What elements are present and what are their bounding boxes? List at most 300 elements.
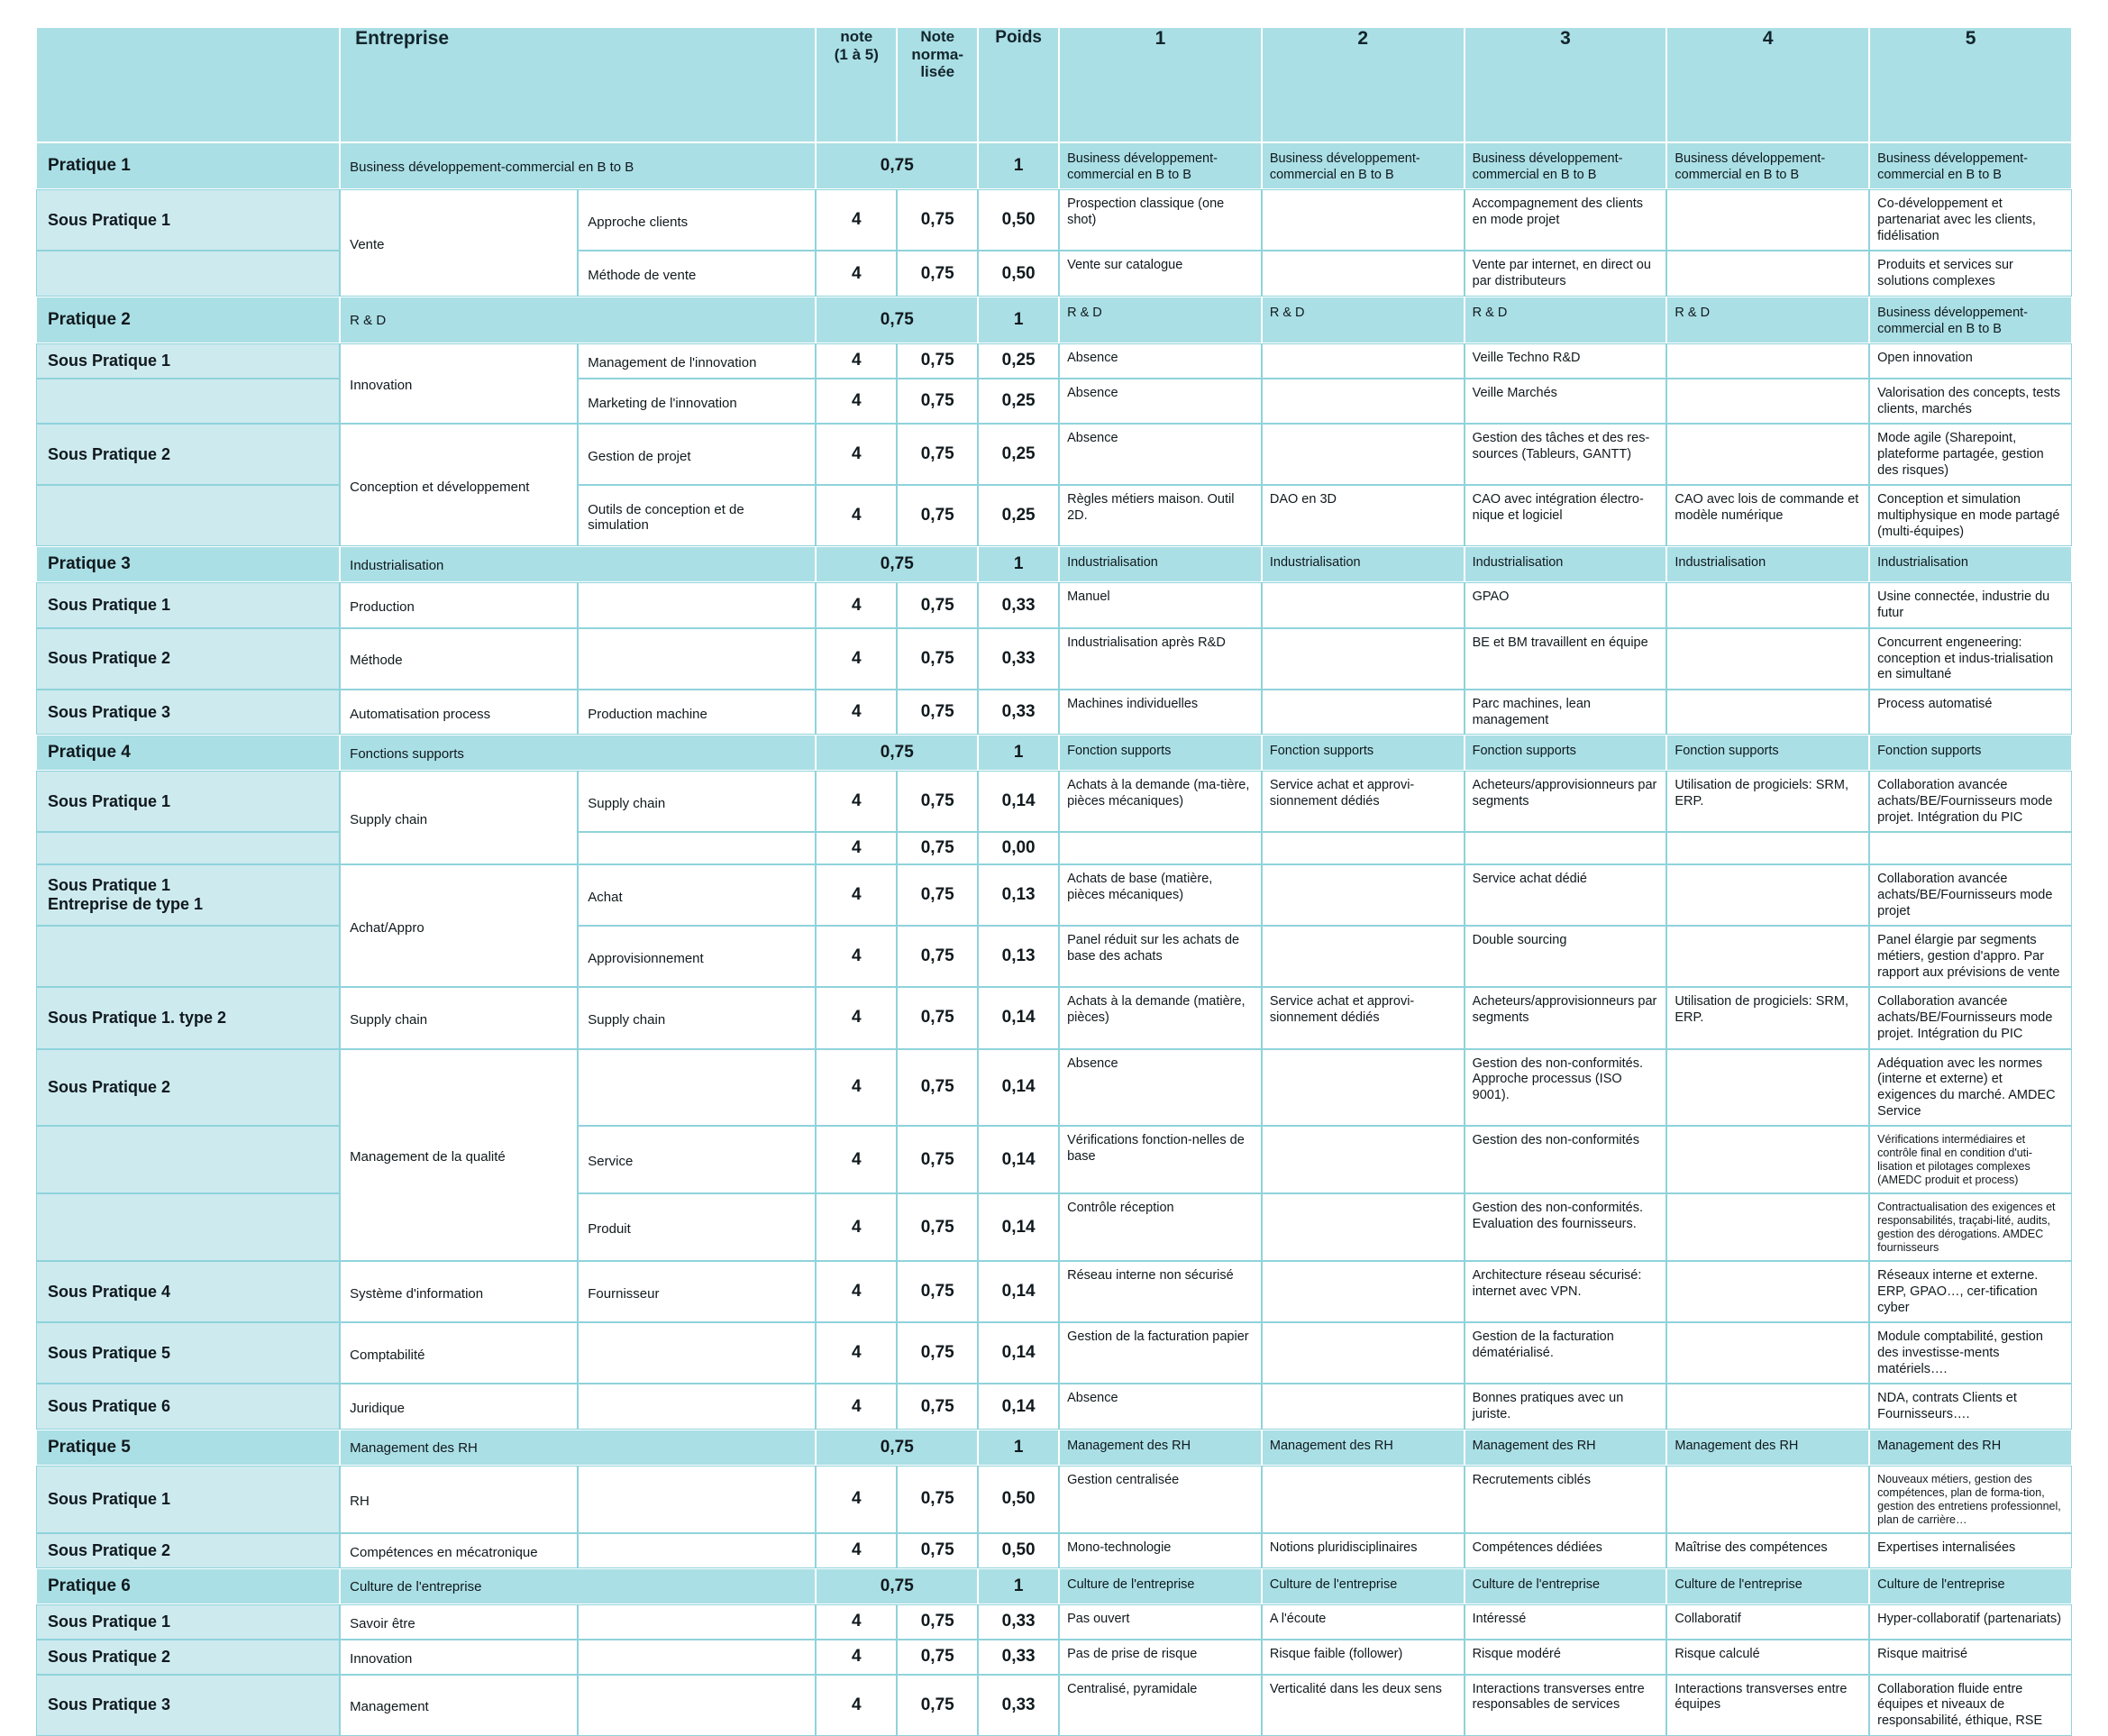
sub-category-cell: Production machine — [578, 690, 816, 735]
category-cell: Savoir être — [340, 1604, 578, 1640]
level-5-cell: NDA, contrats Clients et Fournisseurs…. — [1869, 1384, 2072, 1429]
level-4-cell — [1666, 582, 1869, 627]
sub-category-cell: Marketing de l'innovation — [578, 379, 816, 424]
level-1-cell: Absence — [1059, 1384, 1262, 1429]
category-cell: Management de la qualité — [340, 1049, 578, 1262]
sub-category-cell — [578, 628, 816, 690]
sub-practice-row — [36, 1384, 2072, 1429]
sub-practice-label — [36, 379, 340, 424]
level-3-cell: Intéressé — [1465, 1604, 1667, 1640]
level-3-cell: Accompagnement des clients en mode projet — [1465, 189, 1667, 251]
level-2-cell: Notions pluridisciplinaires — [1262, 1533, 1465, 1568]
level-4-cell — [1666, 864, 1869, 926]
level-5-cell: Hyper-collaboratif (partenariats) — [1869, 1604, 2072, 1640]
practice-note-normalisee: 0,75 — [816, 1430, 978, 1466]
note-normalisee-cell: 0,75 — [897, 1049, 978, 1127]
level-3-cell: Risque modéré — [1465, 1640, 1667, 1675]
sub-category-cell: Management de l'innovation — [578, 343, 816, 379]
practice-note-normalisee: 0,75 — [816, 297, 978, 343]
level-4-cell: Collaboratif — [1666, 1604, 1869, 1640]
level-1-cell: Absence — [1059, 424, 1262, 485]
sub-category-cell: Gestion de projet — [578, 424, 816, 485]
level-5-cell — [1869, 832, 2072, 864]
note-cell: 4 — [816, 771, 897, 832]
note-cell: 4 — [816, 1049, 897, 1127]
category-cell: Système d'information — [340, 1261, 578, 1322]
level-4-cell: Interactions transverses entre équipes — [1666, 1675, 1869, 1736]
note-cell: 4 — [816, 690, 897, 735]
sub-practice-label: Sous Pratique 1 — [36, 189, 340, 251]
level-4-cell: Utilisation de progiciels: SRM, ERP. — [1666, 987, 1869, 1048]
level-4-cell — [1666, 1322, 1869, 1384]
practice-level-1: Management des RH — [1059, 1430, 1262, 1466]
poids-cell: 0,33 — [978, 1675, 1059, 1736]
poids-cell: 0,25 — [978, 379, 1059, 424]
note-cell: 4 — [816, 1384, 897, 1429]
practice-poids: 1 — [978, 735, 1059, 771]
sub-practice-row — [36, 1049, 2072, 1127]
note-normalisee-cell: 0,75 — [897, 690, 978, 735]
level-5-cell: Concurrent engeneering: conception et indus-trialisation en simultané — [1869, 628, 2072, 690]
practice-level-2: Business développement-commercial en B to B — [1262, 142, 1465, 189]
note-cell: 4 — [816, 1604, 897, 1640]
note-normalisee-cell: 0,75 — [897, 379, 978, 424]
header-level-3: 3 — [1465, 27, 1667, 142]
level-1-cell: Industrialisation après R&D — [1059, 628, 1262, 690]
note-cell: 4 — [816, 864, 897, 926]
note-normalisee-cell: 0,75 — [897, 771, 978, 832]
practice-level-4: R & D — [1666, 297, 1869, 343]
practice-row — [36, 546, 2072, 582]
sub-practice-label: Sous Pratique 1 — [36, 582, 340, 627]
category-cell: RH — [340, 1466, 578, 1533]
practice-label: Pratique 6 — [36, 1568, 340, 1604]
sub-category-cell — [578, 582, 816, 627]
header-level-5: 5 — [1869, 27, 2072, 142]
practice-row — [36, 735, 2072, 771]
level-1-cell: Contrôle réception — [1059, 1193, 1262, 1261]
practice-label: Pratique 4 — [36, 735, 340, 771]
sub-practice-row — [36, 1533, 2072, 1568]
level-4-cell — [1666, 1193, 1869, 1261]
category-cell: Supply chain — [340, 987, 578, 1048]
level-4-cell: Utilisation de progiciels: SRM, ERP. — [1666, 771, 1869, 832]
note-cell: 4 — [816, 251, 897, 296]
table-header-row — [36, 27, 2072, 142]
practice-name: Culture de l'entreprise — [340, 1568, 816, 1604]
level-2-cell — [1262, 1049, 1465, 1127]
level-4-cell: Risque calculé — [1666, 1640, 1869, 1675]
note-cell: 4 — [816, 1193, 897, 1261]
document-page — [0, 27, 2108, 1736]
sub-practice-label: Sous Pratique 2 — [36, 1049, 340, 1127]
note-cell: 4 — [816, 485, 897, 546]
level-5-cell: Mode agile (Sharepoint, plateforme partagée, gestion des risques) — [1869, 424, 2072, 485]
level-1-cell: Achats de base (matière, pièces mécaniques) — [1059, 864, 1262, 926]
sub-category-cell — [578, 1533, 816, 1568]
poids-cell: 0,13 — [978, 864, 1059, 926]
level-2-cell — [1262, 926, 1465, 987]
matrix-body — [36, 27, 2072, 1736]
sub-practice-label: Sous Pratique 1. type 2 — [36, 987, 340, 1048]
level-1-cell: Machines individuelles — [1059, 690, 1262, 735]
level-1-cell — [1059, 832, 1262, 864]
level-2-cell — [1262, 343, 1465, 379]
poids-cell: 0,14 — [978, 771, 1059, 832]
level-2-cell — [1262, 251, 1465, 296]
sub-practice-label — [36, 926, 340, 987]
level-1-cell: Panel réduit sur les achats de base des achats — [1059, 926, 1262, 987]
level-4-cell: CAO avec lois de commande et modèle numérique — [1666, 485, 1869, 546]
note-cell: 4 — [816, 1126, 897, 1193]
level-3-cell: Gestion de la facturation dématérialisé. — [1465, 1322, 1667, 1384]
sub-practice-row — [36, 582, 2072, 627]
level-2-cell — [1262, 1193, 1465, 1261]
level-2-cell — [1262, 189, 1465, 251]
note-cell: 4 — [816, 343, 897, 379]
sub-category-cell — [578, 1675, 816, 1736]
level-3-cell: Bonnes pratiques avec un juriste. — [1465, 1384, 1667, 1429]
practice-poids: 1 — [978, 142, 1059, 189]
note-cell: 4 — [816, 926, 897, 987]
practice-poids: 1 — [978, 297, 1059, 343]
practice-row — [36, 297, 2072, 343]
level-2-cell — [1262, 1126, 1465, 1193]
category-cell: Automatisation process — [340, 690, 578, 735]
poids-cell: 0,50 — [978, 1466, 1059, 1533]
level-4-cell — [1666, 690, 1869, 735]
sub-practice-label: Sous Pratique 1 — [36, 771, 340, 832]
level-3-cell: Gestion des tâches et des res-sources (Tableurs, GANTT) — [1465, 424, 1667, 485]
level-3-cell: Recrutements ciblés — [1465, 1466, 1667, 1533]
sub-practice-label — [36, 251, 340, 296]
sub-practice-label: Sous Pratique 1 — [36, 1604, 340, 1640]
practice-level-3: Culture de l'entreprise — [1465, 1568, 1667, 1604]
sub-practice-label: Sous Pratique 1 — [36, 343, 340, 379]
level-3-cell: BE et BM travaillent en équipe — [1465, 628, 1667, 690]
sub-practice-label: Sous Pratique 3 — [36, 1675, 340, 1736]
sub-category-cell: Outils de conception et de simulation — [578, 485, 816, 546]
sub-practice-row — [36, 1604, 2072, 1640]
sub-practice-label: Sous Pratique 5 — [36, 1322, 340, 1384]
note-normalisee-cell: 0,75 — [897, 1533, 978, 1568]
level-1-cell: Prospection classique (one shot) — [1059, 189, 1262, 251]
level-1-cell: Centralisé, pyramidale — [1059, 1675, 1262, 1736]
category-cell: Compétences en mécatronique — [340, 1533, 578, 1568]
level-1-cell: Achats à la demande (ma-tière, pièces mécaniques) — [1059, 771, 1262, 832]
category-cell: Vente — [340, 189, 578, 296]
level-5-cell: Nouveaux métiers, gestion des compétences, plan de forma-tion, gestion des entretiens professionnel, plan de carrière… — [1869, 1466, 2072, 1533]
poids-cell: 0,14 — [978, 1126, 1059, 1193]
sub-practice-row — [36, 1675, 2072, 1736]
poids-cell: 0,13 — [978, 926, 1059, 987]
sub-category-cell — [578, 1604, 816, 1640]
practice-level-5: Business développement-commercial en B to B — [1869, 142, 2072, 189]
level-3-cell: Gestion des non-conformités — [1465, 1126, 1667, 1193]
level-5-cell: Expertises internalisées — [1869, 1533, 2072, 1568]
level-3-cell: Veille Marchés — [1465, 379, 1667, 424]
level-3-cell — [1465, 832, 1667, 864]
sub-practice-label: Sous Pratique 2 — [36, 628, 340, 690]
note-normalisee-cell: 0,75 — [897, 1604, 978, 1640]
level-3-cell: Veille Techno R&D — [1465, 343, 1667, 379]
sub-practice-row — [36, 1640, 2072, 1675]
level-1-cell: Réseau interne non sécurisé — [1059, 1261, 1262, 1322]
practice-name: Management des RH — [340, 1430, 816, 1466]
level-1-cell: Vérifications fonction-nelles de base — [1059, 1126, 1262, 1193]
level-1-cell: Vente sur catalogue — [1059, 251, 1262, 296]
note-normalisee-cell: 0,75 — [897, 1322, 978, 1384]
header-level-2: 2 — [1262, 27, 1465, 142]
level-1-cell: Pas ouvert — [1059, 1604, 1262, 1640]
level-4-cell — [1666, 379, 1869, 424]
sub-practice-label: Sous Pratique 1 Entreprise de type 1 — [36, 864, 340, 926]
practice-level-3: Management des RH — [1465, 1430, 1667, 1466]
level-2-cell — [1262, 1466, 1465, 1533]
sub-category-cell: Fournisseur — [578, 1261, 816, 1322]
poids-cell: 0,14 — [978, 987, 1059, 1048]
note-normalisee-cell: 0,75 — [897, 1193, 978, 1261]
practice-level-2: Management des RH — [1262, 1430, 1465, 1466]
level-5-cell: Collaboration avancée achats/BE/Fournisseurs mode projet — [1869, 864, 2072, 926]
practice-level-4: Fonction supports — [1666, 735, 1869, 771]
level-5-cell: Module comptabilité, gestion des investisse-ments matériels…. — [1869, 1322, 2072, 1384]
level-1-cell: Achats à la demande (matière, pièces) — [1059, 987, 1262, 1048]
level-1-cell: Mono-technologie — [1059, 1533, 1262, 1568]
level-3-cell: Gestion des non-conformités. Evaluation des fournisseurs. — [1465, 1193, 1667, 1261]
note-cell: 4 — [816, 1640, 897, 1675]
level-3-cell: Service achat dédié — [1465, 864, 1667, 926]
sub-category-cell: Approche clients — [578, 189, 816, 251]
note-normalisee-cell: 0,75 — [897, 582, 978, 627]
level-5-cell: Collaboration avancée achats/BE/Fournisseurs mode projet. Intégration du PIC — [1869, 987, 2072, 1048]
practice-level-1: R & D — [1059, 297, 1262, 343]
poids-cell: 0,33 — [978, 1604, 1059, 1640]
sub-category-cell: Approvisionnement — [578, 926, 816, 987]
note-cell: 4 — [816, 582, 897, 627]
note-normalisee-cell: 0,75 — [897, 1261, 978, 1322]
sub-practice-label: Sous Pratique 6 — [36, 1384, 340, 1429]
sub-category-cell: Supply chain — [578, 987, 816, 1048]
sub-practice-label — [36, 1193, 340, 1261]
practice-level-1: Culture de l'entreprise — [1059, 1568, 1262, 1604]
poids-cell: 0,33 — [978, 628, 1059, 690]
sub-practice-row — [36, 987, 2072, 1048]
level-4-cell — [1666, 1384, 1869, 1429]
practice-level-1: Fonction supports — [1059, 735, 1262, 771]
header-note: note (1 à 5) — [816, 27, 897, 142]
level-2-cell: Risque faible (follower) — [1262, 1640, 1465, 1675]
level-4-cell — [1666, 628, 1869, 690]
level-1-cell: Gestion centralisée — [1059, 1466, 1262, 1533]
practice-level-3: R & D — [1465, 297, 1667, 343]
level-5-cell: Adéquation avec les normes (interne et externe) et exigences du marché. AMDEC Service — [1869, 1049, 2072, 1127]
level-5-cell: Process automatisé — [1869, 690, 2072, 735]
note-normalisee-cell: 0,75 — [897, 1466, 978, 1533]
note-normalisee-cell: 0,75 — [897, 926, 978, 987]
level-4-cell — [1666, 251, 1869, 296]
practice-poids: 1 — [978, 1568, 1059, 1604]
poids-cell: 0,14 — [978, 1049, 1059, 1127]
poids-cell: 0,25 — [978, 343, 1059, 379]
level-5-cell: Conception et simulation multiphysique en mode partagé (multi-équipes) — [1869, 485, 2072, 546]
level-1-cell: Absence — [1059, 379, 1262, 424]
practice-level-2: Industrialisation — [1262, 546, 1465, 582]
sub-category-cell: Méthode de vente — [578, 251, 816, 296]
sub-category-cell — [578, 832, 816, 864]
note-cell: 4 — [816, 1261, 897, 1322]
level-4-cell — [1666, 1049, 1869, 1127]
practice-label: Pratique 3 — [36, 546, 340, 582]
level-2-cell: Service achat et approvi-sionnement dédiés — [1262, 771, 1465, 832]
sub-practice-row — [36, 771, 2072, 832]
header-blank — [36, 27, 340, 142]
category-cell: Méthode — [340, 628, 578, 690]
level-1-cell: Pas de prise de risque — [1059, 1640, 1262, 1675]
note-normalisee-cell: 0,75 — [897, 343, 978, 379]
practice-level-5: Culture de l'entreprise — [1869, 1568, 2072, 1604]
header-poids: Poids — [978, 27, 1059, 142]
sub-practice-label: Sous Pratique 1 — [36, 1466, 340, 1533]
practice-row — [36, 1430, 2072, 1466]
level-2-cell — [1262, 832, 1465, 864]
category-cell: Innovation — [340, 1640, 578, 1675]
sub-practice-row — [36, 690, 2072, 735]
practice-poids: 1 — [978, 546, 1059, 582]
practice-level-2: R & D — [1262, 297, 1465, 343]
note-normalisee-cell: 0,75 — [897, 1126, 978, 1193]
note-cell: 4 — [816, 379, 897, 424]
sub-category-cell: Produit — [578, 1193, 816, 1261]
note-cell: 4 — [816, 189, 897, 251]
level-2-cell — [1262, 582, 1465, 627]
sub-practice-label: Sous Pratique 2 — [36, 1533, 340, 1568]
level-4-cell — [1666, 343, 1869, 379]
level-5-cell: Valorisation des concepts, tests clients, marchés — [1869, 379, 2072, 424]
sub-category-cell — [578, 1049, 816, 1127]
level-2-cell — [1262, 424, 1465, 485]
category-cell: Comptabilité — [340, 1322, 578, 1384]
sub-category-cell — [578, 1384, 816, 1429]
poids-cell: 0,14 — [978, 1322, 1059, 1384]
level-5-cell: Vérifications intermédiaires et contrôle final en condition d'uti-lisation et pilotages complexes (AMEDC produit et process) — [1869, 1126, 2072, 1193]
note-normalisee-cell: 0,75 — [897, 1675, 978, 1736]
sub-practice-label — [36, 485, 340, 546]
practice-level-5: Fonction supports — [1869, 735, 2072, 771]
practice-name: R & D — [340, 297, 816, 343]
poids-cell: 0,50 — [978, 189, 1059, 251]
practice-name: Fonctions supports — [340, 735, 816, 771]
level-1-cell: Manuel — [1059, 582, 1262, 627]
practice-level-3: Business développement-commercial en B to B — [1465, 142, 1667, 189]
note-normalisee-cell: 0,75 — [897, 251, 978, 296]
note-normalisee-cell: 0,75 — [897, 485, 978, 546]
level-3-cell: Acheteurs/approvisionneurs par segments — [1465, 987, 1667, 1048]
level-2-cell: A l'écoute — [1262, 1604, 1465, 1640]
sub-category-cell: Supply chain — [578, 771, 816, 832]
level-5-cell: Réseaux interne et externe. ERP, GPAO…, cer-tification cyber — [1869, 1261, 2072, 1322]
level-5-cell: Panel élargie par segments métiers, gestion d'appro. Par rapport aux prévisions de vente — [1869, 926, 2072, 987]
level-4-cell — [1666, 424, 1869, 485]
note-cell: 4 — [816, 987, 897, 1048]
level-4-cell — [1666, 832, 1869, 864]
level-3-cell: Double sourcing — [1465, 926, 1667, 987]
poids-cell: 0,14 — [978, 1261, 1059, 1322]
level-3-cell: Gestion des non-conformités. Approche processus (ISO 9001). — [1465, 1049, 1667, 1127]
sub-practice-row — [36, 628, 2072, 690]
practice-level-4: Culture de l'entreprise — [1666, 1568, 1869, 1604]
sub-practice-label — [36, 832, 340, 864]
sub-practice-row — [36, 1322, 2072, 1384]
level-2-cell — [1262, 864, 1465, 926]
level-5-cell: Produits et services sur solutions complexes — [1869, 251, 2072, 296]
level-4-cell — [1666, 1126, 1869, 1193]
category-cell: Achat/Appro — [340, 864, 578, 987]
note-cell: 4 — [816, 1466, 897, 1533]
category-cell: Supply chain — [340, 771, 578, 864]
maturity-matrix-table — [36, 27, 2072, 1736]
practice-level-2: Culture de l'entreprise — [1262, 1568, 1465, 1604]
level-3-cell: Interactions transverses entre responsables de services — [1465, 1675, 1667, 1736]
level-4-cell — [1666, 926, 1869, 987]
sub-category-cell: Achat — [578, 864, 816, 926]
level-2-cell — [1262, 690, 1465, 735]
level-3-cell: GPAO — [1465, 582, 1667, 627]
level-4-cell — [1666, 189, 1869, 251]
poids-cell: 0,14 — [978, 1193, 1059, 1261]
level-2-cell: Verticalité dans les deux sens — [1262, 1675, 1465, 1736]
level-3-cell: Acheteurs/approvisionneurs par segments — [1465, 771, 1667, 832]
level-3-cell: Compétences dédiées — [1465, 1533, 1667, 1568]
practice-level-1: Industrialisation — [1059, 546, 1262, 582]
practice-note-normalisee: 0,75 — [816, 735, 978, 771]
level-2-cell — [1262, 628, 1465, 690]
practice-note-normalisee: 0,75 — [816, 1568, 978, 1604]
practice-row — [36, 1568, 2072, 1604]
poids-cell: 0,33 — [978, 582, 1059, 627]
note-cell: 4 — [816, 628, 897, 690]
poids-cell: 0,33 — [978, 690, 1059, 735]
practice-level-4: Business développement-commercial en B to B — [1666, 142, 1869, 189]
level-2-cell — [1262, 1384, 1465, 1429]
poids-cell: 0,50 — [978, 251, 1059, 296]
sub-practice-row — [36, 343, 2072, 379]
category-cell: Conception et développement — [340, 424, 578, 546]
practice-row — [36, 142, 2072, 189]
level-1-cell: Absence — [1059, 1049, 1262, 1127]
poids-cell: 0,14 — [978, 1384, 1059, 1429]
poids-cell: 0,50 — [978, 1533, 1059, 1568]
sub-practice-row — [36, 1466, 2072, 1533]
sub-practice-row — [36, 189, 2072, 251]
practice-label: Pratique 1 — [36, 142, 340, 189]
poids-cell: 0,00 — [978, 832, 1059, 864]
level-3-cell: CAO avec intégration électro-nique et logiciel — [1465, 485, 1667, 546]
note-cell: 4 — [816, 1675, 897, 1736]
practice-poids: 1 — [978, 1430, 1059, 1466]
level-3-cell: Parc machines, lean management — [1465, 690, 1667, 735]
header-level-4: 4 — [1666, 27, 1869, 142]
practice-label: Pratique 2 — [36, 297, 340, 343]
header-entreprise: Entreprise — [340, 27, 816, 142]
note-normalisee-cell: 0,75 — [897, 189, 978, 251]
sub-category-cell: Service — [578, 1126, 816, 1193]
note-normalisee-cell: 0,75 — [897, 424, 978, 485]
practice-level-1: Business développement-commercial en B to B — [1059, 142, 1262, 189]
sub-practice-label: Sous Pratique 2 — [36, 424, 340, 485]
level-5-cell: Co-développement et partenariat avec les clients, fidélisation — [1869, 189, 2072, 251]
note-cell: 4 — [816, 1322, 897, 1384]
